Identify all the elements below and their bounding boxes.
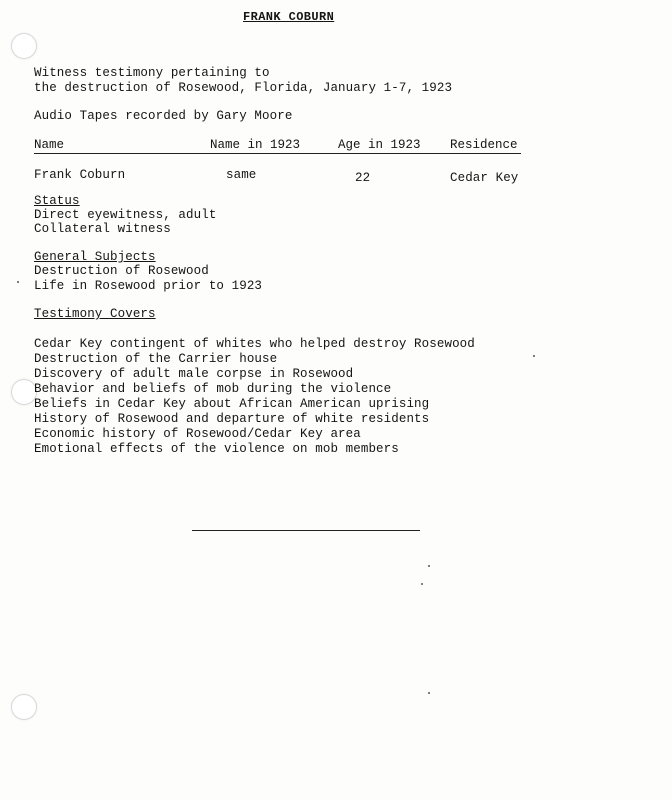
status-item: Collateral witness — [34, 222, 171, 236]
testimony-item: Behavior and beliefs of mob during the violence — [34, 382, 392, 396]
punch-hole-top — [11, 33, 37, 59]
testimony-covers-heading: Testimony Covers — [34, 307, 156, 321]
intro-line-3: Audio Tapes recorded by Gary Moore — [34, 109, 293, 123]
header-underline — [34, 153, 521, 154]
status-item: Direct eyewitness, adult — [34, 208, 217, 222]
row-name-1923: same — [226, 168, 257, 182]
header-age-1923: Age in 1923 — [338, 138, 421, 152]
row-age-1923: 22 — [355, 171, 371, 185]
testimony-item: History of Rosewood and departure of white residents — [34, 412, 430, 426]
scan-speck — [421, 583, 423, 585]
testimony-item: Destruction of the Carrier house — [34, 352, 278, 366]
status-heading: Status — [34, 194, 80, 208]
intro-line-2: the destruction of Rosewood, Florida, January 1-7, 1923 — [34, 81, 453, 95]
header-name: Name — [34, 138, 65, 152]
row-residence: Cedar Key — [450, 171, 519, 185]
testimony-list — [34, 337, 475, 457]
header-residence: Residence — [450, 138, 518, 152]
testimony-item: Economic history of Rosewood/Cedar Key area — [34, 427, 361, 441]
document-title: FRANK COBURN — [243, 10, 335, 24]
punch-hole-bottom — [11, 694, 37, 720]
signature-rule — [192, 530, 420, 531]
scan-speck — [428, 692, 430, 694]
scan-speck — [428, 565, 430, 567]
testimony-item: Emotional effects of the violence on mob members — [34, 442, 399, 456]
header-name-1923: Name in 1923 — [210, 138, 301, 152]
general-subject-item: Destruction of Rosewood — [34, 264, 209, 278]
general-subject-item: Life in Rosewood prior to 1923 — [34, 279, 263, 293]
testimony-item: Discovery of adult male corpse in Rosewood — [34, 367, 354, 381]
general-subjects-heading: General Subjects — [34, 250, 156, 264]
testimony-item: Cedar Key contingent of whites who helped destroy Rosewood — [34, 337, 475, 351]
intro-line-1: Witness testimony pertaining to — [34, 66, 270, 80]
testimony-item: Beliefs in Cedar Key about African American uprising — [34, 397, 430, 411]
scan-speck — [17, 281, 19, 283]
scan-speck — [533, 355, 535, 357]
row-name: Frank Coburn — [34, 168, 126, 182]
